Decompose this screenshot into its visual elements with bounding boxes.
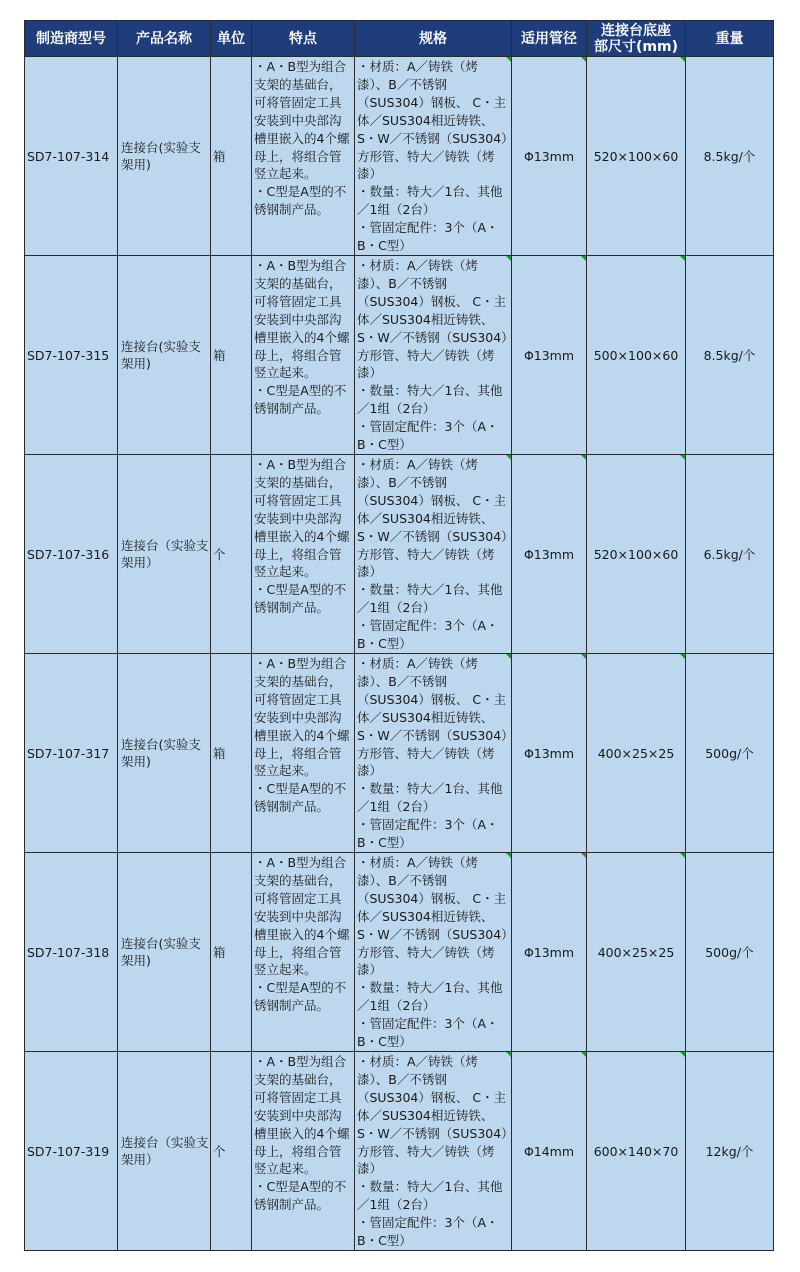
cell-weight[interactable] [686,853,774,1052]
product-spec-table [24,20,774,1251]
cell-base-size-text: 520×100×60 [593,148,679,164]
table-row [25,57,774,256]
cell-spec[interactable] [355,853,512,1052]
cell-spec-text: ・材质：A／铸铁（烤漆）、B／不锈钢（SUS304）钢板、 C・主体／SUS304相近铸铁、 S・W／不锈钢（SUS304）方形管、特大／铸铁（烤漆） ・数量：特大／1台、其他／1组（2台） ・管固定配件：3个（A・B・C型） [357,59,508,254]
cell-model-text: SD7-107-314 [27,148,110,164]
cell-pipe[interactable] [512,455,587,654]
header-base-size[interactable]: 连接台底座 部尺寸(mm) [587,21,686,57]
comment-marker-icon [506,654,511,659]
cell-weight[interactable] [686,256,774,455]
cell-features[interactable] [252,1052,355,1251]
comment-marker-icon [680,256,685,261]
cell-pipe-text: Φ13mm [523,347,575,363]
cell-weight-text: 500g/个 [705,945,754,960]
cell-features-text: ・A・B型为组合支架的基础台，可将管固定工具安装到中央部沟槽里嵌入的4个螺母上，将组合管竖立起来。 ・C型是A型的不锈钢制产品。 [254,1054,350,1213]
cell-spec[interactable] [355,57,512,256]
cell-spec-text: ・材质：A／铸铁（烤漆）、B／不锈钢（SUS304）钢板、 C・主体／SUS304相近铸铁、 S・W／不锈钢（SUS304）方形管、特大／铸铁（烤漆） ・数量：特大／1台、其他／1组（2台） ・管固定配件：3个（A・B・C型） [357,457,508,652]
comment-marker-icon [680,57,685,62]
header-pipe[interactable]: 适用管径 [512,21,587,57]
cell-features-text: ・A・B型为组合支架的基础台，可将管固定工具安装到中央部沟槽里嵌入的4个螺母上，将组合管竖立起来。 ・C型是A型的不锈钢制产品。 [254,855,350,1014]
comment-marker-icon [680,455,685,460]
cell-base-size[interactable] [587,455,686,654]
cell-pipe[interactable] [512,256,587,455]
cell-features-text: ・A・B型为组合支架的基础台，可将管固定工具安装到中央部沟槽里嵌入的4个螺母上，将组合管竖立起来。 ・C型是A型的不锈钢制产品。 [254,457,350,616]
cell-features[interactable] [252,455,355,654]
cell-product-name-text: 连接台（实验支架用） [121,1135,209,1167]
cell-unit[interactable] [211,455,252,654]
cell-weight[interactable] [686,1052,774,1251]
cell-pipe-text: Φ13mm [523,148,575,164]
cell-pipe-text: Φ13mm [523,745,575,761]
cell-model-text: SD7-107-319 [27,1143,110,1159]
cell-weight[interactable] [686,654,774,853]
comment-marker-icon [581,853,586,858]
cell-product-name-text: 连接台(实验支架用) [121,737,201,769]
cell-model-text: SD7-107-316 [27,546,110,562]
cell-product-name[interactable] [118,654,211,853]
cell-unit[interactable] [211,57,252,256]
cell-features-text: ・A・B型为组合支架的基础台，可将管固定工具安装到中央部沟槽里嵌入的4个螺母上，将组合管竖立起来。 ・C型是A型的不锈钢制产品。 [254,258,350,417]
cell-product-name[interactable] [118,57,211,256]
comment-marker-icon [581,1052,586,1057]
cell-product-name-text: 连接台(实验支架用) [121,936,201,968]
header-row [25,21,774,57]
cell-model-text: SD7-107-317 [27,745,110,761]
comment-marker-icon [506,853,511,858]
cell-base-size[interactable] [587,1052,686,1251]
cell-model[interactable] [25,1052,118,1251]
cell-spec-text: ・材质：A／铸铁（烤漆）、B／不锈钢（SUS304）钢板、 C・主体／SUS304相近铸铁、 S・W／不锈钢（SUS304）方形管、特大／铸铁（烤漆） ・数量：特大／1台、其他／1组（2台） ・管固定配件：3个（A・B・C型） [357,258,508,453]
cell-unit-text: 箱 [213,945,226,960]
table-row [25,455,774,654]
cell-unit-text: 箱 [213,348,226,363]
cell-spec-text: ・材质：A／铸铁（烤漆）、B／不锈钢（SUS304）钢板、 C・主体／SUS304相近铸铁、 S・W／不锈钢（SUS304）方形管、特大／铸铁（烤漆） ・数量：特大／1台、其他／1组（2台） ・管固定配件：3个（A・B・C型） [357,656,508,851]
cell-weight[interactable] [686,455,774,654]
cell-pipe-text: Φ14mm [523,1143,575,1159]
cell-base-size[interactable] [587,57,686,256]
cell-model[interactable] [25,455,118,654]
table-row [25,256,774,455]
cell-weight-text: 8.5kg/个 [703,149,756,164]
header-spec[interactable]: 规格 [355,21,512,57]
cell-product-name[interactable] [118,853,211,1052]
comment-marker-icon [581,256,586,261]
cell-spec[interactable] [355,654,512,853]
comment-marker-icon [581,57,586,62]
cell-weight-text: 12kg/个 [705,1144,754,1159]
cell-spec-text: ・材质：A／铸铁（烤漆）、B／不锈钢（SUS304）钢板、 C・主体／SUS304相近铸铁、 S・W／不锈钢（SUS304）方形管、特大／铸铁（烤漆） ・数量：特大／1台、其他／1组（2台） ・管固定配件：3个（A・B・C型） [357,1054,508,1249]
cell-base-size-text: 600×140×70 [593,1143,679,1159]
cell-pipe-text: Φ13mm [523,546,575,562]
cell-product-name-text: 连接台(实验支架用) [121,339,201,371]
cell-pipe[interactable] [512,57,587,256]
cell-unit[interactable] [211,256,252,455]
comment-marker-icon [506,57,511,62]
cell-base-size-text: 400×25×25 [597,944,675,960]
cell-unit-text: 箱 [213,149,226,164]
comment-marker-icon [506,455,511,460]
cell-features[interactable] [252,256,355,455]
table-row [25,1052,774,1251]
cell-base-size-text: 500×100×60 [593,347,679,363]
cell-spec[interactable] [355,256,512,455]
cell-base-size[interactable] [587,256,686,455]
cell-pipe[interactable] [512,853,587,1052]
cell-model[interactable] [25,57,118,256]
comment-marker-icon [581,455,586,460]
cell-spec-text: ・材质：A／铸铁（烤漆）、B／不锈钢（SUS304）钢板、 C・主体／SUS304相近铸铁、 S・W／不锈钢（SUS304）方形管、特大／铸铁（烤漆） ・数量：特大／1台、其他／1组（2台） ・管固定配件：3个（A・B・C型） [357,855,508,1050]
header-weight[interactable]: 重量 [686,21,774,57]
cell-spec[interactable] [355,455,512,654]
cell-pipe[interactable] [512,1052,587,1251]
cell-model[interactable] [25,256,118,455]
cell-weight[interactable] [686,57,774,256]
cell-base-size[interactable] [587,853,686,1052]
cell-product-name-text: 连接台(实验支架用) [121,140,201,172]
cell-weight-text: 8.5kg/个 [703,348,756,363]
cell-unit[interactable] [211,853,252,1052]
cell-unit-text: 个 [213,547,226,562]
cell-spec[interactable] [355,1052,512,1251]
cell-base-size-text: 400×25×25 [597,745,675,761]
header-product-name[interactable]: 产品名称 [118,21,211,57]
comment-marker-icon [680,853,685,858]
cell-model-text: SD7-107-315 [27,347,110,363]
cell-features[interactable] [252,57,355,256]
cell-model[interactable] [25,853,118,1052]
comment-marker-icon [581,654,586,659]
comment-marker-icon [506,256,511,261]
header-unit[interactable]: 单位 [211,21,252,57]
table-row [25,853,774,1052]
cell-features[interactable] [252,853,355,1052]
cell-product-name[interactable] [118,256,211,455]
cell-features-text: ・A・B型为组合支架的基础台，可将管固定工具安装到中央部沟槽里嵌入的4个螺母上，将组合管竖立起来。 ・C型是A型的不锈钢制产品。 [254,59,350,218]
cell-pipe[interactable] [512,654,587,853]
comment-marker-icon [680,1052,685,1057]
comment-marker-icon [506,1052,511,1057]
cell-unit[interactable] [211,654,252,853]
cell-model-text: SD7-107-318 [27,944,110,960]
cell-unit-text: 箱 [213,746,226,761]
cell-base-size-text: 520×100×60 [593,546,679,562]
cell-weight-text: 6.5kg/个 [703,547,756,562]
cell-unit-text: 个 [213,1144,226,1159]
cell-product-name-text: 连接台（实验支架用） [121,538,209,570]
cell-weight-text: 500g/个 [705,746,754,761]
cell-model[interactable] [25,654,118,853]
cell-product-name[interactable] [118,1052,211,1251]
header-features[interactable]: 特点 [252,21,355,57]
header-model[interactable]: 制造商型号 [25,21,118,57]
cell-features[interactable] [252,654,355,853]
cell-pipe-text: Φ13mm [523,944,575,960]
comment-marker-icon [680,654,685,659]
cell-product-name[interactable] [118,455,211,654]
table-row [25,654,774,853]
cell-unit[interactable] [211,1052,252,1251]
cell-features-text: ・A・B型为组合支架的基础台，可将管固定工具安装到中央部沟槽里嵌入的4个螺母上，将组合管竖立起来。 ・C型是A型的不锈钢制产品。 [254,656,350,815]
cell-base-size[interactable] [587,654,686,853]
